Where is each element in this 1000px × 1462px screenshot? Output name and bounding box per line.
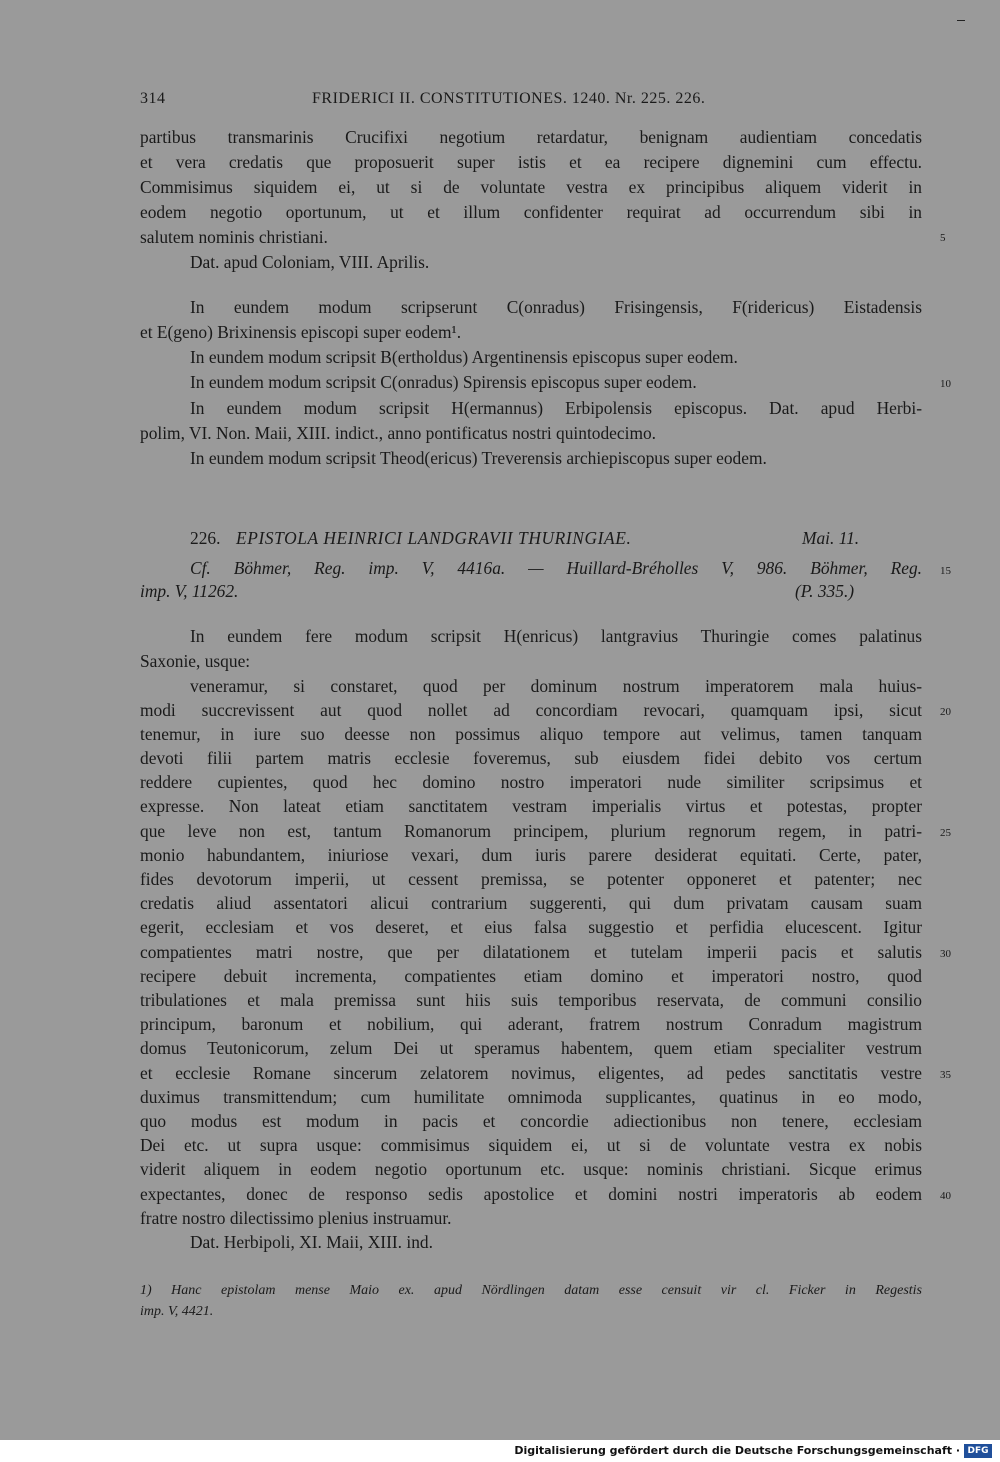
text-line: modi succrevissent aut quod nollet ad concordiam revocari, quamquam ipsi, sicut: [140, 700, 922, 720]
scan-mark: [957, 20, 965, 21]
text-line: polim, VI. Non. Maii, XIII. indict., anno pontificatus nostri quintodecimo.: [140, 423, 657, 443]
reference-line: imp. V, 11262.: [140, 581, 239, 601]
section-number: 226.: [190, 528, 221, 548]
page-reference: (P. 335.): [795, 581, 855, 601]
text-line: duximus transmittendum; cum humilitate omnimoda supplicantes, quatinus in eo modo,: [140, 1087, 922, 1107]
text-line: tenemur, in iure suo deesse non possimus aliquo tempore aut velimus, tamen tanquam: [140, 724, 922, 744]
dating-line: Dat. apud Coloniam, VIII. Aprilis.: [190, 252, 430, 272]
text-line: Commisimus siquidem ei, ut si de voluntate vestra ex principibus aliquem viderit in: [140, 177, 922, 197]
page-number: 314: [140, 90, 166, 107]
dating-line: Dat. Herbipoli, XI. Maii, XIII. ind.: [190, 1232, 433, 1252]
text-line: recipere debuit incrementa, compatientes etiam domino et imperatori nostro, quod: [140, 966, 922, 986]
text-line: In eundem modum scripsit Theod(ericus) Treverensis archiepiscopus super eodem.: [190, 448, 767, 468]
text-line: In eundem fere modum scripsit H(enricus) lantgravius Thuringie comes palatinus: [190, 626, 922, 646]
section-title: EPISTOLA HEINRICI LANDGRAVII THURINGIAE.: [236, 528, 632, 548]
text-line: In eundem modum scripsit C(onradus) Spirensis episcopus super eodem.: [190, 372, 697, 392]
text-line: domus Teutonicorum, zelum Dei ut speramus habentem, quem etiam specialiter vestrum: [140, 1038, 922, 1058]
footnote-line: 1) Hanc epistolam mense Maio ex. apud Nördlingen datam esse censuit vir cl. Ficker in Regestis: [140, 1283, 922, 1298]
margin-line-number: 25: [940, 827, 951, 839]
margin-line-number: 20: [940, 706, 951, 718]
text-line: Dei etc. ut supra usque: commisimus siquidem ei, ut si de voluntate vestra ex nobis: [140, 1135, 922, 1155]
text-line: veneramur, si constaret, quod per dominum nostrum imperatorem mala huius-: [190, 676, 922, 696]
text-line: et vera credatis que proposuerit super istis et ea recipere dignemini cum effectu.: [140, 152, 922, 172]
text-line: et E(geno) Brixinensis episcopi super eodem¹.: [140, 322, 462, 342]
text-line: fides devotorum imperii, ut cessent premissa, se potenter opponeret et patenter; nec: [140, 869, 922, 889]
text-line: quo modus est modum in pacis et concordie adiectionibus non tenere, ecclesiam: [140, 1111, 922, 1131]
footnote-line: imp. V, 4421.: [140, 1304, 214, 1319]
margin-line-number: 10: [940, 378, 951, 390]
text-line: viderit aliquem in eodem negotio oportunum etc. usque: nominis christiani. Sicque erimus: [140, 1159, 922, 1179]
text-line: salutem nominis christiani.: [140, 227, 328, 247]
dfg-logo-icon: DFG: [964, 1444, 992, 1458]
text-line: tribulationes et mala premissa sunt hiis suis temporibus reservata, de communi consilio: [140, 990, 922, 1010]
section-date: Mai. 11.: [802, 528, 860, 548]
text-line: compatientes matri nostre, que per dilatationem et tutelam imperii pacis et salutis: [140, 942, 922, 962]
margin-line-number: 15: [940, 565, 951, 577]
margin-line-number: 5: [940, 232, 946, 244]
text-line: expresse. Non lateat etiam sanctitatem vestram imperialis virtus et potestas, propter: [140, 796, 922, 816]
footer-bar: [0, 1440, 1000, 1462]
reference-line: Cf. Böhmer, Reg. imp. V, 4416a. — Huillard-Bréholles V, 986. Böhmer, Reg.: [190, 558, 922, 578]
text-line: et ecclesie Romane sincerum zelatorem novimus, eligentes, ad pedes sanctitatis vestre: [140, 1063, 922, 1083]
text-line: In eundem modum scripserunt C(onradus) Frisingensis, F(ridericus) Eistadensis: [190, 297, 922, 317]
text-line: Saxonie, usque:: [140, 651, 251, 671]
footer-credit: Digitalisierung gefördert durch die Deutsche Forschungsgemeinschaft ·: [514, 1444, 960, 1457]
margin-line-number: 35: [940, 1069, 951, 1081]
text-line: eodem negotio oportunum, ut et illum confidenter requirat ad occurrendum sibi in: [140, 202, 922, 222]
text-line: expectantes, donec de responso sedis apostolice et domini nostri imperatoris ab eodem: [140, 1184, 922, 1204]
running-title: FRIDERICI II. CONSTITUTIONES. 1240. Nr. 225. 226.: [312, 90, 706, 107]
text-line: reddere cupientes, quod hec domino nostro imperatori nude similiter scripsimus et: [140, 772, 922, 792]
text-line: partibus transmarinis Crucifixi negotium retardatur, benignam audientiam concedatis: [140, 127, 922, 147]
text-line: principum, baronum et nobilium, qui aderant, fratrem nostrum Conradum magistrum: [140, 1014, 922, 1034]
text-line: que leve non est, tantum Romanorum principem, plurium regnorum regem, in patri-: [140, 821, 922, 841]
text-line: In eundem modum scripsit B(ertholdus) Argentinensis episcopus super eodem.: [190, 347, 738, 367]
text-line: monio habundantem, iniuriose vexari, dum iuris parere desiderat equitati. Certe, pater,: [140, 845, 922, 865]
text-line: credatis aliud assentatori alicui contrarium suggerenti, qui dum privatam causam suam: [140, 893, 922, 913]
text-line: fratre nostro dilectissimo plenius instruamur.: [140, 1208, 452, 1228]
text-line: devoti filii partem matris ecclesie foveremus, sub eiusdem fidei debito vos certum: [140, 748, 922, 768]
text-line: egerit, ecclesiam et vos deseret, et eius falsa suggestio et perfidia elucescent. Igitur: [140, 917, 922, 937]
text-line: In eundem modum scripsit H(ermannus) Erbipolensis episcopus. Dat. apud Herbi-: [190, 398, 922, 418]
margin-line-number: 30: [940, 948, 951, 960]
margin-line-number: 40: [940, 1190, 951, 1202]
